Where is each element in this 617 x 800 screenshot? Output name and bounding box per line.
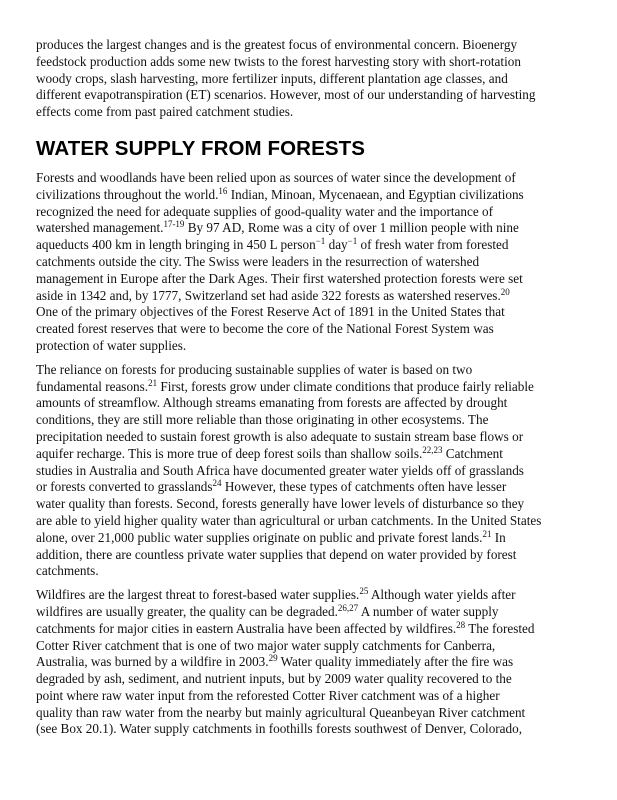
paragraph-text: Although water yields after wildfires are usually greater, the quality can be degraded. xyxy=(36,587,516,619)
paragraph-text: By 97 AD, Rome was a city of over 1 million people with nine aqueducts 400 km in length bringing in 450 L person xyxy=(36,220,519,253)
paragraph-text: Wildfires are the largest threat to forest-based water supplies. xyxy=(36,587,360,603)
unit-exponent: −1 xyxy=(347,236,358,247)
paragraph-text: Forests and woodlands have been relied upon as sources of water since the development of civilizations throughout the world. xyxy=(36,169,516,202)
citation: 28 xyxy=(456,619,466,630)
citation: 22,23 xyxy=(422,444,443,455)
citation: 21 xyxy=(148,377,158,388)
paragraph-text: of fresh water from forested catchments outside the city. The Swiss were leaders in the resurrection of watershed management in Europe after the Dark Ages. Their first watershed protection forests were set aside in 1342 and, by 1777, Switzerland set had aside 322 forests as watershed reserves. xyxy=(36,237,523,303)
paragraph-text: One of the primary objectives of the Forest Reserve Act of 1891 in the United States that created forest reserves that were to become the core of the National Forest System was protection of water supplies. xyxy=(36,304,505,353)
paragraph-text: day xyxy=(325,237,348,253)
paragraph-wildfires xyxy=(36,587,588,738)
paragraph-text: Indian, Minoan, Mycenaean, and Egyptian civilizations recognized the need for adequate supplies of good-quality water and the importance of watershed management. xyxy=(36,186,524,236)
document-page xyxy=(36,37,588,738)
paragraph-text: Water quality immediately after the fire was degraded by ash, sediment, and nutrient inputs, but by 2009 water quality recovered to the point where raw water input from the reforested Cotter River catchment was of a higher quality than raw water from the nearby but mainly agricultural Queanbeyan River catchment (see Box 20.1). Water supply catchments in foothills forests southwest of Denver, Colorado, xyxy=(36,654,526,737)
citation: 17-19 xyxy=(163,219,185,230)
unit-exponent: −1 xyxy=(315,236,326,247)
paragraph-text: The reliance on forests for producing sustainable supplies of water is based on two fundamental reasons. xyxy=(36,361,473,394)
citation: 21 xyxy=(482,528,492,539)
citation: 26,27 xyxy=(337,602,359,613)
citation: 24 xyxy=(212,478,222,489)
intro-paragraph: produces the largest changes and is the greatest focus of environmental concern. Bioenergy feedstock production adds some new twists to the forest harvesting story with short-rotation woody crops, slash harvesting, more fertilizer inputs, different plantation age classes, and different evapotranspiration (ET) scenarios. However, most of our understanding of harvesting effects come from past paired catchment studies. xyxy=(36,37,536,120)
section-heading: WATER SUPPLY FROM FORESTS xyxy=(36,136,366,160)
paragraph-text: However, these types of catchments often have lesser water quality than forests. Second, forests generally have lower levels of disturbance so they are able to yield higher quality water than agricultural or urban catchments. In the United States alone, over 21,000 public water supplies originate on public and private forest lands. xyxy=(36,479,542,545)
paragraph-text: The forested Cotter River catchment that is one of two major water supply catchments for Canberra, Australia, was burned by a wildfire in 2003. xyxy=(36,620,535,670)
paragraph-text: A number of water supply catchments for major cities in eastern Australia have been affected by wildfires. xyxy=(36,603,499,636)
paragraph-text: Catchment studies in Australia and South Africa have documented greater water yields off of grasslands or forests converted to grasslands xyxy=(36,445,524,495)
paragraph-reasons xyxy=(36,362,588,580)
citation: 20 xyxy=(500,286,510,297)
citation: 16 xyxy=(218,185,228,196)
paragraph-history xyxy=(36,170,588,355)
citation: 29 xyxy=(268,653,278,664)
paragraph-text: In addition, there are countless private water supplies that depend on water provided by forest catchments. xyxy=(36,529,517,579)
citation: 25 xyxy=(359,586,369,597)
paragraph-text: First, forests grow under climate conditions that produce fairly reliable amounts of streamflow. Although streams emanating from forests are affected by drought conditions, they are still more reliable than those originating in other ecosystems. The precipitation needed to sustain forest growth is also adequate to sustain stream base flows or aquifer recharge. This is more true of deep forest soils than shallow soils. xyxy=(36,378,534,461)
